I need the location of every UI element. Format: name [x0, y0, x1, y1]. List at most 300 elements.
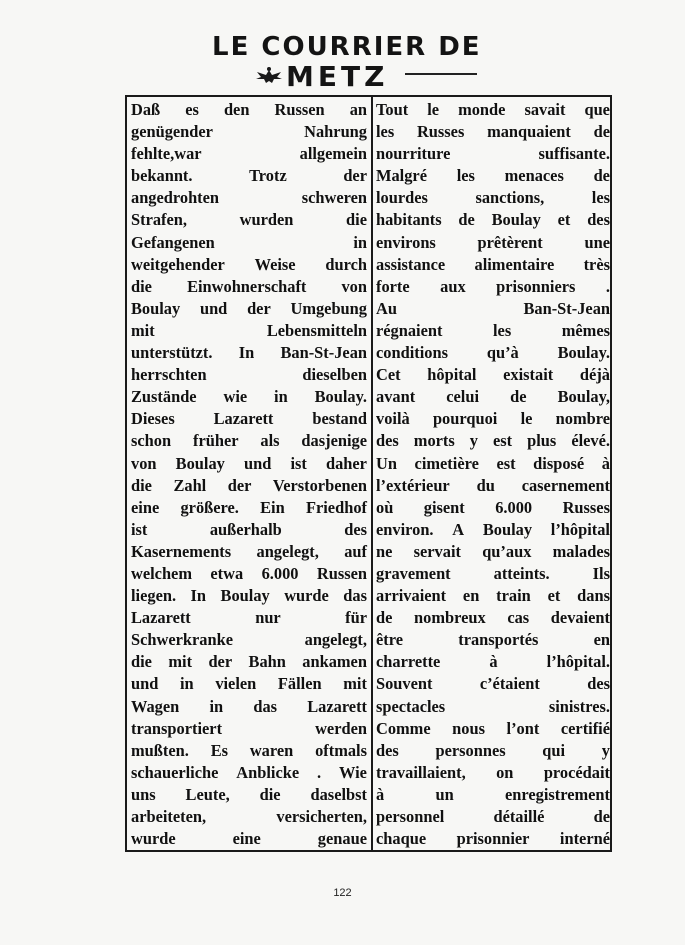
french-text-line: [376, 342, 610, 364]
word: transportés: [458, 630, 539, 650]
word: Tout: [376, 100, 409, 119]
word: und: [199, 298, 228, 318]
word: .: [605, 276, 610, 296]
word: en: [593, 630, 610, 650]
french-text-line: [376, 232, 610, 254]
word: élevé.: [571, 431, 610, 451]
word: von: [341, 276, 367, 296]
word: de: [510, 387, 527, 407]
word: Russes: [416, 122, 465, 142]
word: Lazarett: [307, 696, 367, 716]
german-text-line: [131, 298, 367, 320]
french-column: [376, 99, 610, 850]
word: prisonnier: [456, 829, 530, 849]
word: Un: [376, 453, 397, 473]
word: environ.: [376, 519, 434, 539]
word: hôpital: [427, 365, 477, 385]
word: être: [376, 630, 403, 650]
word: où: [376, 497, 394, 517]
word: et: [547, 586, 561, 606]
word: Ein: [260, 497, 285, 517]
word: Lebensmitteln: [266, 320, 367, 340]
german-text-line: [131, 342, 367, 364]
german-text-line: [131, 232, 367, 254]
german-text-line: [131, 740, 367, 762]
french-text-line: [376, 806, 610, 828]
german-text-line: [131, 276, 367, 298]
word: Boulay.: [314, 387, 367, 407]
word: conditions: [376, 343, 448, 363]
word: eine: [232, 829, 261, 849]
word: fehlte,war: [131, 144, 202, 164]
word: versicherten,: [276, 807, 367, 826]
word: den: [223, 100, 250, 119]
word: Einwohnerschaft: [187, 276, 307, 296]
word: Ban-St-Jean: [523, 298, 610, 318]
french-text-line: [376, 187, 610, 209]
word: y: [469, 431, 478, 451]
word: dans: [577, 586, 610, 606]
word: avant: [376, 387, 416, 407]
word: à: [601, 453, 610, 473]
french-text-line: [376, 673, 610, 695]
word: Comme: [376, 718, 431, 738]
word: celui: [446, 387, 480, 407]
word: cas: [507, 608, 530, 628]
word: voilà: [376, 409, 410, 429]
word: angedrohten: [131, 188, 220, 208]
word: waren: [249, 740, 294, 760]
word: malades: [552, 541, 610, 561]
word: der: [208, 652, 233, 672]
word: le: [520, 409, 533, 429]
word: die: [131, 475, 152, 495]
german-text-line: [131, 165, 367, 187]
word: an: [349, 100, 367, 119]
word: Lazarett: [213, 409, 274, 429]
french-text-line: [376, 364, 610, 386]
word: nur: [255, 608, 281, 628]
french-text-line: [376, 762, 610, 784]
word: auf: [344, 541, 367, 561]
word: ankamen: [302, 652, 367, 672]
german-text-line: [131, 320, 367, 342]
word: l’extérieur: [376, 475, 450, 495]
word: bekannt.: [131, 166, 193, 186]
word: das: [253, 696, 278, 716]
word: Boulay: [491, 210, 541, 230]
word: des: [587, 210, 610, 230]
eagle-emblem-icon: [254, 66, 284, 88]
word: enregistrement: [505, 784, 610, 804]
word: In: [238, 343, 255, 363]
word: servait: [413, 541, 461, 561]
german-text-line: [131, 254, 367, 276]
word: alimentaire: [474, 254, 555, 274]
word: habitants: [376, 210, 442, 230]
word: travaillaient,: [376, 762, 466, 782]
german-text-line: [131, 453, 367, 475]
german-text-line: [131, 519, 367, 541]
word: un: [435, 784, 454, 804]
word: daselbst: [310, 784, 367, 804]
word: spectacles: [376, 696, 446, 716]
french-text-line: [376, 475, 610, 497]
german-text-line: [131, 99, 367, 121]
word: Zustände: [131, 387, 197, 407]
word: assistance: [376, 254, 446, 274]
word: Friedhof: [305, 497, 367, 517]
german-text-line: [131, 563, 367, 585]
word: Boulay: [131, 298, 181, 318]
word: qu’à: [486, 343, 519, 363]
word: Souvent: [376, 674, 433, 694]
word: Umgebung: [290, 298, 367, 318]
word: des: [376, 740, 399, 760]
word: A: [452, 519, 465, 539]
word: uns: [131, 784, 156, 804]
french-text-line: [376, 143, 610, 165]
word: des: [376, 431, 399, 451]
word: Bahn: [248, 652, 286, 672]
word: qu’aux: [482, 541, 532, 561]
word: weitgehender: [131, 254, 225, 274]
word: arbeiteten,: [131, 807, 207, 826]
word: existait: [503, 365, 554, 385]
word: les: [456, 166, 475, 186]
french-text-line: [376, 99, 610, 121]
word: die: [259, 784, 281, 804]
word: Boulay.: [557, 343, 610, 363]
french-text-line: [376, 320, 610, 342]
french-text-line: [376, 453, 610, 475]
masthead-title-line2: METZ: [286, 60, 389, 93]
word: mußten.: [131, 740, 189, 760]
french-text-line: [376, 563, 610, 585]
word: und: [243, 453, 272, 473]
word: savait: [524, 100, 566, 119]
german-text-line: [131, 828, 367, 850]
word: détaillé: [493, 807, 545, 826]
french-text-line: [376, 386, 610, 408]
french-text-line: [376, 740, 610, 762]
word: cimetière: [414, 453, 479, 473]
word: nombreux: [414, 608, 486, 628]
word: es: [185, 100, 199, 119]
word: est: [496, 453, 516, 473]
word: sanctions,: [475, 188, 545, 208]
word: in: [353, 232, 367, 252]
word: allgemein: [299, 144, 367, 164]
word: gravement: [376, 563, 451, 583]
word: l’ont: [506, 718, 540, 738]
word: certifié: [560, 718, 610, 738]
french-text-line: [376, 607, 610, 629]
french-text-line: [376, 629, 610, 651]
german-text-line: [131, 475, 367, 497]
word: die: [131, 276, 152, 296]
german-text-line: [131, 718, 367, 740]
french-text-line: [376, 254, 610, 276]
german-text-line: [131, 187, 367, 209]
french-text-line: [376, 209, 610, 231]
french-text-line: [376, 519, 610, 541]
word: wurden: [239, 210, 294, 230]
word: personnel: [376, 807, 445, 826]
word: das: [343, 586, 367, 606]
word: qui: [542, 740, 566, 760]
french-text-line: [376, 541, 610, 563]
word: atteints.: [493, 563, 550, 583]
word: mit: [168, 652, 193, 672]
word: die: [131, 652, 152, 672]
french-text-line: [376, 165, 610, 187]
word: le: [427, 100, 440, 119]
french-text-line: [376, 784, 610, 806]
german-text-line: [131, 806, 367, 828]
word: déjà: [579, 365, 610, 385]
german-text-line: [131, 121, 367, 143]
word: Au: [376, 298, 397, 318]
word: nombre: [555, 409, 610, 429]
french-text-line: [376, 408, 610, 430]
word: durch: [325, 254, 367, 274]
word: mit: [131, 320, 155, 340]
word: früher: [192, 431, 239, 451]
word: liegen.: [131, 586, 177, 606]
word: herrschten: [131, 365, 207, 385]
word: pourquoi: [432, 409, 498, 429]
french-text-line: [376, 718, 610, 740]
word: für: [345, 608, 367, 628]
word: unterstützt.: [131, 343, 213, 363]
word: disposé: [533, 453, 585, 473]
word: Russen: [316, 563, 367, 583]
french-text-line: [376, 651, 610, 673]
word: in: [209, 696, 224, 716]
word: à: [489, 652, 498, 672]
word: die: [346, 210, 367, 230]
german-text-line: [131, 386, 367, 408]
word: on: [496, 762, 514, 782]
word: gisent: [423, 497, 465, 517]
word: mêmes: [561, 320, 610, 340]
word: arrivaient: [376, 586, 447, 606]
masthead-rule: [405, 73, 477, 75]
word: Ban-St-Jean: [280, 343, 367, 363]
word: .: [317, 762, 322, 782]
word: environs: [376, 232, 436, 252]
word: wurde: [284, 586, 329, 606]
german-text-line: [131, 585, 367, 607]
word: Cet: [376, 365, 401, 385]
word: etwa: [210, 563, 244, 583]
word: schweren: [301, 188, 367, 208]
word: prêtèrent: [477, 232, 543, 252]
word: Gefangenen: [131, 232, 215, 252]
word: que: [584, 100, 610, 119]
page-number: 122: [333, 887, 352, 899]
word: daher: [325, 453, 367, 473]
word: Verstorbenen: [272, 475, 367, 495]
french-text-line: [376, 298, 610, 320]
word: menaces: [504, 166, 564, 186]
word: welchem: [131, 563, 192, 583]
french-text-line: [376, 497, 610, 519]
word: transportiert: [131, 718, 223, 738]
word: Fällen: [277, 674, 322, 694]
word: 6.000: [495, 497, 533, 517]
word: dieselben: [302, 365, 367, 385]
word: manquaient: [487, 122, 571, 142]
word: genaue: [317, 829, 367, 849]
word: ist: [131, 519, 148, 539]
word: Russen: [274, 100, 325, 119]
bilingual-text-frame: [125, 95, 612, 852]
word: du: [476, 475, 495, 495]
word: Wagen: [131, 696, 180, 716]
word: les: [493, 320, 512, 340]
word: der: [343, 166, 367, 186]
word: angelegt,: [304, 630, 367, 650]
word: Leute,: [185, 784, 230, 804]
french-text-line: [376, 430, 610, 452]
word: In: [190, 586, 207, 606]
german-text-line: [131, 408, 367, 430]
word: werden: [315, 718, 367, 738]
word: de: [593, 122, 610, 142]
word: Kasernements: [131, 541, 232, 561]
word: ist: [290, 453, 307, 473]
word: Zahl: [173, 475, 207, 495]
german-text-line: [131, 209, 367, 231]
word: interné: [559, 829, 610, 849]
word: Nahrung: [304, 122, 367, 142]
word: schon: [131, 431, 172, 451]
word: très: [583, 254, 610, 274]
german-text-line: [131, 497, 367, 519]
word: sinistres.: [548, 696, 610, 716]
word: des: [587, 674, 610, 694]
masthead-title-line1: LE COURRIER DE: [212, 32, 482, 62]
word: als: [260, 431, 280, 451]
word: de: [458, 210, 475, 230]
word: schauerliche: [131, 762, 219, 782]
german-column: [131, 99, 367, 850]
german-text-line: [131, 430, 367, 452]
word: Boulay,: [557, 387, 610, 407]
word: eine: [131, 497, 160, 517]
word: en: [462, 586, 480, 606]
french-text-line: [376, 696, 610, 718]
word: Malgré: [376, 166, 427, 186]
german-text-line: [131, 607, 367, 629]
french-text-line: [376, 121, 610, 143]
german-text-line: [131, 364, 367, 386]
column-divider: [371, 97, 373, 850]
word: in: [180, 674, 194, 694]
word: de: [593, 807, 610, 826]
word: Trotz: [249, 166, 287, 186]
word: größere.: [180, 497, 239, 517]
word: y: [601, 740, 610, 760]
word: forte: [376, 276, 410, 296]
word: suffisante.: [538, 144, 610, 164]
word: von: [131, 453, 157, 473]
word: Boulay: [175, 453, 225, 473]
word: dasjenige: [301, 431, 367, 451]
french-text-line: [376, 828, 610, 850]
word: c’étaient: [479, 674, 540, 694]
word: l’hôpital: [550, 519, 610, 539]
german-text-line: [131, 541, 367, 563]
word: Weise: [254, 254, 296, 274]
word: ne: [376, 541, 393, 561]
word: devaient: [550, 608, 610, 628]
word: der: [247, 298, 271, 318]
word: train: [496, 586, 531, 606]
word: chaque: [376, 829, 427, 849]
word: régnaient: [376, 320, 443, 340]
german-text-line: [131, 696, 367, 718]
word: est: [493, 431, 513, 451]
word: charrette: [376, 652, 441, 672]
word: de: [376, 608, 393, 628]
word: personnes: [435, 740, 506, 760]
word: Ils: [592, 563, 610, 583]
word: angelegt,: [256, 541, 319, 561]
german-text-line: [131, 673, 367, 695]
word: wurde: [131, 829, 176, 849]
masthead: [0, 28, 685, 98]
word: Dieses: [131, 409, 175, 429]
german-text-line: [131, 629, 367, 651]
word: de: [593, 166, 610, 186]
word: nourriture: [376, 144, 451, 164]
word: des: [344, 519, 367, 539]
word: Anblicke: [236, 762, 300, 782]
word: bestand: [312, 409, 367, 429]
french-text-line: [376, 585, 610, 607]
word: 6.000: [261, 563, 299, 583]
word: Boulay: [482, 519, 533, 539]
german-text-line: [131, 784, 367, 806]
word: mit: [343, 674, 367, 694]
word: vielen: [215, 674, 257, 694]
word: genügender: [131, 122, 213, 142]
word: procédait: [543, 762, 610, 782]
word: les: [591, 188, 610, 208]
word: plus: [527, 431, 557, 451]
word: Daß: [131, 100, 161, 119]
word: in: [274, 387, 288, 407]
french-text-line: [376, 276, 610, 298]
word: monde: [458, 100, 506, 119]
word: Strafen,: [131, 210, 187, 230]
word: prisonniers: [496, 276, 576, 296]
word: oftmals: [315, 740, 367, 760]
word: und: [131, 674, 159, 694]
word: Russes: [562, 497, 610, 517]
word: Es: [210, 740, 228, 760]
word: aux: [440, 276, 466, 296]
word: une: [584, 232, 610, 252]
word: der: [227, 475, 252, 495]
word: casernement: [521, 475, 610, 495]
word: außerhalb: [209, 519, 282, 539]
german-text-line: [131, 651, 367, 673]
word: Lazarett: [131, 608, 191, 628]
